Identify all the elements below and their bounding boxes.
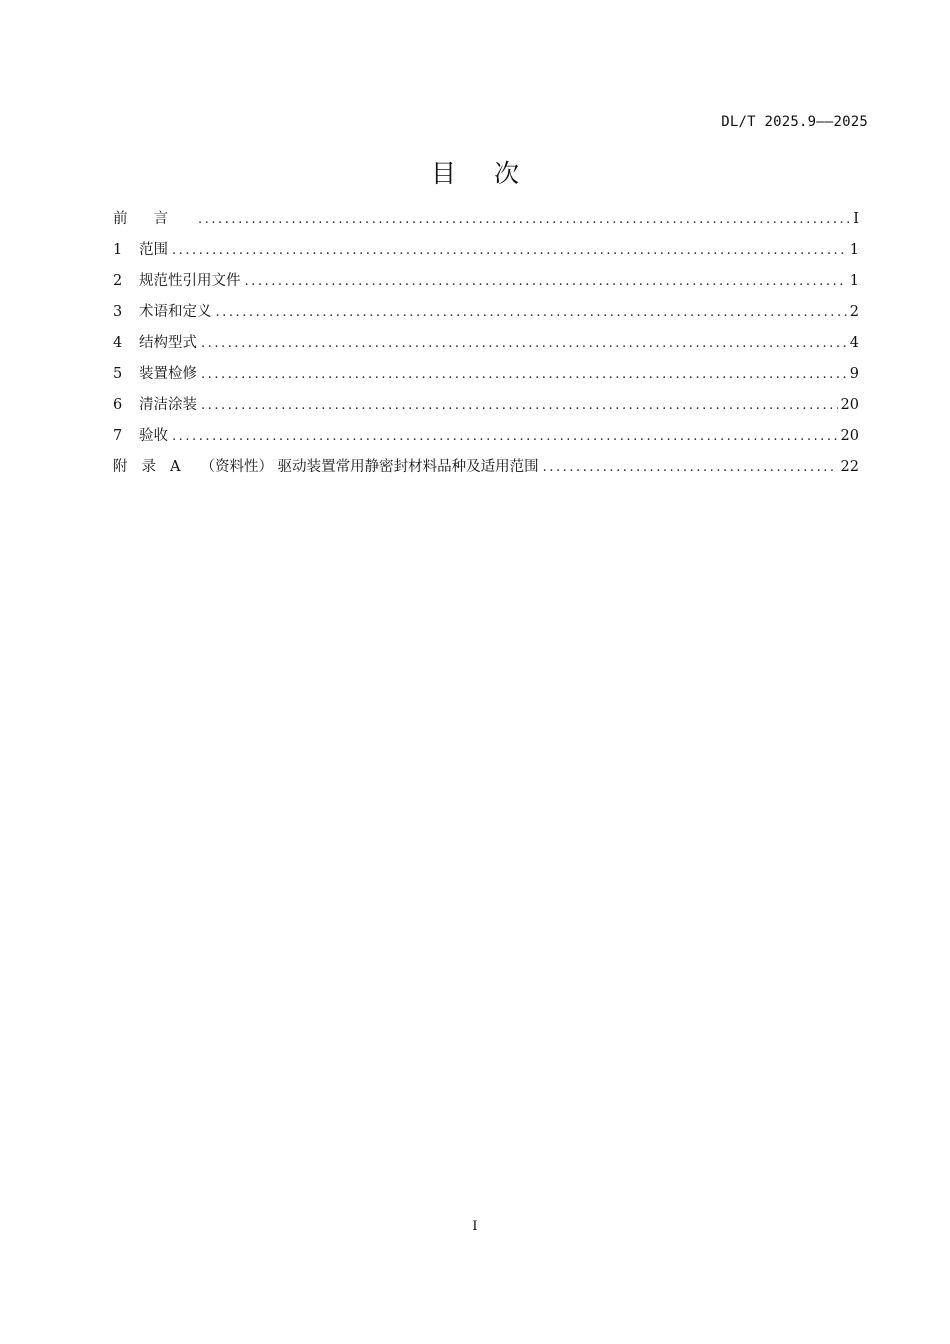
toc-entry-page: 20 [840,397,859,413]
toc-entry-page: 9 [849,366,859,382]
toc-entry-page: 4 [849,335,859,351]
toc-dot-leader [543,460,838,475]
toc-entry-label: 范围 [139,242,168,258]
toc-entry-page: 1 [849,242,859,258]
toc-dot-leader [172,429,838,444]
toc-entry-terms-definitions[interactable] [113,300,859,331]
toc-entry-number: 2 [113,273,123,289]
toc-entry-label: 清洁涂装 [139,397,197,413]
toc-entry-page: I [853,211,859,227]
toc-entry-page: 2 [849,304,859,320]
toc-entry-label: 规范性引用文件 [139,273,241,289]
toc-entry-number: 5 [113,366,123,382]
table-of-contents [113,207,859,486]
page-number: I [472,1219,478,1234]
toc-dot-leader [172,243,847,258]
toc-dot-leader [198,212,850,227]
toc-entry-normative-references[interactable] [113,269,859,300]
toc-entry-appendix-a[interactable] [113,455,859,486]
document-code: DL/T 2025.9——2025 [721,114,868,130]
toc-entry-number: 1 [113,242,123,258]
toc-entry-label: 结构型式 [139,335,197,351]
toc-entry-page: 22 [840,459,859,475]
toc-dot-leader [201,367,847,382]
appendix-letter: A [170,459,181,475]
toc-dot-leader [216,305,847,320]
toc-entry-foreword[interactable] [113,207,859,238]
toc-entry-label: 验收 [139,428,168,444]
toc-entry-acceptance[interactable] [113,424,859,455]
toc-entry-device-maintenance[interactable] [113,362,859,393]
toc-dot-leader [201,336,847,351]
appendix-title: 驱动装置常用静密封材料品种及适用范围 [277,459,539,475]
appendix-kind: （资料性） [200,459,273,475]
toc-entry-number: 6 [113,397,123,413]
toc-entry-number: 7 [113,428,123,444]
toc-entry-cleaning-coating[interactable] [113,393,859,424]
toc-entry-structure-types[interactable] [113,331,859,362]
toc-entry-number: 3 [113,304,123,320]
toc-entry-page: 20 [840,428,859,444]
toc-dot-leader [245,274,847,289]
toc-entry-number: 4 [113,335,123,351]
toc-entry-page: 1 [849,273,859,289]
toc-entry-label: 装置检修 [139,366,197,382]
appendix-word: 附录 [113,459,170,475]
toc-title: 目次 [430,159,557,188]
toc-entry-scope[interactable] [113,238,859,269]
toc-entry-label: 前言 [113,211,194,227]
toc-entry-label: 术语和定义 [139,304,212,320]
toc-dot-leader [201,398,838,413]
